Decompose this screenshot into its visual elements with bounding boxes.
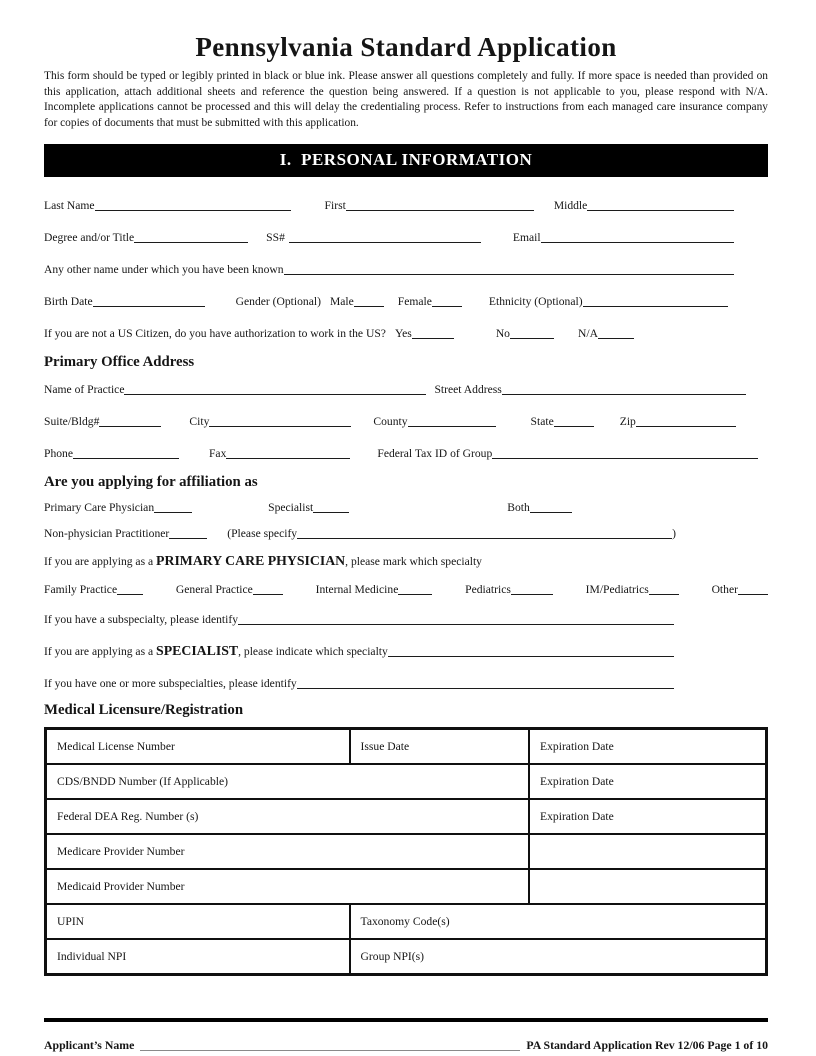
row-pcp-prompt bbox=[44, 553, 768, 569]
cds-expiration-label: Expiration Date bbox=[540, 775, 614, 788]
individual-npi-cell[interactable] bbox=[47, 940, 349, 973]
group-npi-cell[interactable] bbox=[349, 940, 765, 973]
im-pediatrics-label: IM/Pediatrics bbox=[585, 583, 649, 596]
street-address-line[interactable] bbox=[502, 393, 746, 395]
row-other-name bbox=[44, 263, 734, 276]
other-specialty-group bbox=[712, 583, 768, 596]
issue-date-label: Issue Date bbox=[360, 740, 410, 753]
medicaid-provider-label: Medicaid Provider Number bbox=[57, 880, 185, 893]
non-physician-line[interactable] bbox=[169, 537, 207, 539]
taxonomy-codes-cell[interactable] bbox=[349, 905, 765, 938]
row-non-physician bbox=[44, 527, 676, 540]
pcp-line[interactable] bbox=[154, 511, 192, 513]
specialist-prompt-suffix: , please indicate which specialty bbox=[238, 645, 388, 658]
zip-line[interactable] bbox=[636, 425, 736, 427]
suite-label: Suite/Bldg# bbox=[44, 415, 100, 428]
practice-name-label: Name of Practice bbox=[44, 383, 125, 396]
row-degree-ssn-email bbox=[44, 231, 734, 244]
subspecialties-prompt-label: If you have one or more subspecialties, please identify bbox=[44, 677, 297, 690]
federal-tax-id-line[interactable] bbox=[492, 457, 758, 459]
footer bbox=[44, 1038, 768, 1053]
city-line[interactable] bbox=[209, 425, 351, 427]
medical-license-number-cell[interactable] bbox=[47, 730, 349, 763]
internal-medicine-line[interactable] bbox=[398, 593, 432, 595]
row-subspecialties bbox=[44, 677, 674, 690]
specialist-label: Specialist bbox=[268, 501, 314, 514]
internal-medicine-label: Internal Medicine bbox=[315, 583, 399, 596]
licensure-table bbox=[44, 727, 768, 976]
row-citizenship bbox=[44, 327, 768, 340]
please-specify-line[interactable] bbox=[297, 537, 672, 539]
subspecialty-line[interactable] bbox=[238, 623, 674, 625]
pediatrics-line[interactable] bbox=[511, 593, 553, 595]
table-row bbox=[47, 833, 765, 868]
footer-revision-text: PA Standard Application Rev 12/06 Page 1 of 10 bbox=[526, 1038, 768, 1052]
dea-expiration-cell[interactable] bbox=[528, 800, 765, 833]
phone-label: Phone bbox=[44, 447, 73, 460]
zip-label: Zip bbox=[619, 415, 636, 428]
table-row bbox=[47, 868, 765, 903]
other-name-line[interactable] bbox=[284, 273, 734, 275]
individual-npi-label: Individual NPI bbox=[57, 950, 127, 963]
medicare-provider-label: Medicare Provider Number bbox=[57, 845, 185, 858]
subspecialty-prompt-label: If you have a subspecialty, please identify bbox=[44, 613, 239, 626]
family-practice-group bbox=[44, 583, 143, 596]
dea-number-cell[interactable] bbox=[47, 800, 528, 833]
specialist-prompt-prefix: If you are applying as a bbox=[44, 645, 154, 658]
last-name-line[interactable] bbox=[95, 209, 291, 211]
group-npi-label: Group NPI(s) bbox=[360, 950, 424, 963]
specialist-prompt-bold: SPECIALIST bbox=[156, 643, 239, 658]
page-title: Pennsylvania Standard Application bbox=[195, 32, 617, 62]
na-label: N/A bbox=[577, 327, 598, 340]
citizen-question-label: If you are not a US Citizen, do you have authorization to work in the US? bbox=[44, 327, 386, 340]
table-row bbox=[47, 730, 765, 763]
yes-line[interactable] bbox=[412, 337, 454, 339]
specialist-specialty-line[interactable] bbox=[388, 655, 674, 657]
male-line[interactable] bbox=[354, 305, 384, 307]
cds-bndd-number-label: CDS/BNDD Number (If Applicable) bbox=[57, 775, 228, 788]
medicaid-blank-cell[interactable] bbox=[528, 870, 765, 903]
applicant-name-line[interactable] bbox=[140, 1049, 520, 1051]
row-pcp-specialties bbox=[44, 583, 768, 596]
birth-date-line[interactable] bbox=[93, 305, 205, 307]
first-name-line[interactable] bbox=[346, 209, 534, 211]
other-specialty-line[interactable] bbox=[738, 593, 768, 595]
fax-line[interactable] bbox=[226, 457, 350, 459]
pediatrics-label: Pediatrics bbox=[465, 583, 511, 596]
row-suite-city-county bbox=[44, 415, 736, 428]
general-practice-label: General Practice bbox=[175, 583, 253, 596]
degree-line[interactable] bbox=[134, 241, 248, 243]
phone-line[interactable] bbox=[73, 457, 179, 459]
fax-label: Fax bbox=[208, 447, 227, 460]
licensure-heading: Medical Licensure/Registration bbox=[44, 702, 244, 718]
gender-label: Gender (Optional) bbox=[235, 295, 321, 308]
taxonomy-codes-label: Taxonomy Code(s) bbox=[360, 915, 450, 928]
office-address-heading: Primary Office Address bbox=[44, 354, 195, 370]
pcp-prompt-suffix: , please mark which specialty bbox=[345, 555, 482, 568]
ethnicity-label: Ethnicity (Optional) bbox=[488, 295, 583, 308]
table-row bbox=[47, 763, 765, 798]
dea-expiration-label: Expiration Date bbox=[540, 810, 614, 823]
row-phone-fax-tax bbox=[44, 447, 758, 460]
license-expiration-cell[interactable] bbox=[528, 730, 765, 763]
row-name bbox=[44, 199, 734, 212]
birth-date-label: Birth Date bbox=[44, 295, 93, 308]
state-line[interactable] bbox=[554, 425, 594, 427]
other-name-label: Any other name under which you have been known bbox=[44, 263, 284, 276]
ethnicity-line[interactable] bbox=[583, 305, 728, 307]
ssn-label: SS# bbox=[266, 231, 285, 244]
other-specialty-label: Other bbox=[711, 583, 738, 596]
county-label: County bbox=[373, 415, 408, 428]
first-name-label: First bbox=[324, 199, 346, 212]
medicare-blank-cell[interactable] bbox=[528, 835, 765, 868]
suite-line[interactable] bbox=[99, 425, 161, 427]
no-line[interactable] bbox=[510, 337, 554, 339]
specialist-line[interactable] bbox=[313, 511, 349, 513]
section-personal-information-header: I. PERSONAL INFORMATION bbox=[44, 144, 768, 177]
both-line[interactable] bbox=[530, 511, 572, 513]
county-line[interactable] bbox=[408, 425, 496, 427]
degree-label: Degree and/or Title bbox=[44, 231, 135, 244]
email-line[interactable] bbox=[541, 241, 734, 243]
non-physician-label: Non-physician Practitioner bbox=[44, 527, 170, 540]
pcp-label: Primary Care Physician bbox=[44, 501, 155, 514]
cds-bndd-number-cell[interactable] bbox=[47, 765, 528, 798]
table-row bbox=[47, 798, 765, 833]
subspecialties-line[interactable] bbox=[297, 687, 674, 689]
affiliation-heading: Are you applying for affiliation as bbox=[44, 474, 258, 490]
pcp-prompt-bold: PRIMARY CARE PHYSICIAN bbox=[156, 553, 346, 568]
pcp-prompt-prefix: If you are applying as a bbox=[44, 555, 154, 568]
medicare-provider-cell[interactable] bbox=[47, 835, 528, 868]
table-row bbox=[47, 938, 765, 973]
close-paren-label: ) bbox=[672, 527, 676, 540]
please-specify-label: (Please specify bbox=[227, 527, 298, 540]
row-affiliation-type bbox=[44, 501, 768, 514]
state-label: State bbox=[530, 415, 554, 428]
family-practice-label: Family Practice bbox=[44, 583, 118, 596]
middle-name-line[interactable] bbox=[587, 209, 734, 211]
specialist-prompt-text bbox=[44, 643, 388, 659]
upin-cell[interactable] bbox=[47, 905, 349, 938]
internal-medicine-group bbox=[316, 583, 433, 596]
footer-divider bbox=[44, 1018, 768, 1022]
upin-label: UPIN bbox=[57, 915, 85, 928]
family-practice-line[interactable] bbox=[117, 593, 143, 595]
row-specialist-prompt bbox=[44, 643, 674, 659]
cds-expiration-cell[interactable] bbox=[528, 765, 765, 798]
im-pediatrics-group bbox=[586, 583, 679, 596]
city-label: City bbox=[189, 415, 210, 428]
issue-date-cell[interactable] bbox=[349, 730, 529, 763]
female-label: Female bbox=[397, 295, 432, 308]
intro-paragraph: This form should be typed or legibly printed in black or blue ink. Please answer all questions completely and fully. If more space is needed than provided on this application, attach additional sheets and reference the question being answered. If a question is not applicable to you, please respond with N/A. Incomplete applications cannot be processed and this will delay the credentialing process. Refer to instructions from each managed care insurance company for copies of documents that must be submitted with this application. bbox=[44, 70, 768, 129]
na-line[interactable] bbox=[598, 337, 634, 339]
pcp-prompt-text bbox=[44, 553, 482, 569]
table-row bbox=[47, 903, 765, 938]
middle-name-label: Middle bbox=[553, 199, 588, 212]
row-birth-gender-ethnicity bbox=[44, 295, 728, 308]
last-name-label: Last Name bbox=[44, 199, 95, 212]
general-practice-group bbox=[176, 583, 283, 596]
male-label: Male bbox=[329, 295, 354, 308]
female-line[interactable] bbox=[432, 305, 462, 307]
row-subspecialty bbox=[44, 613, 674, 626]
federal-tax-id-label: Federal Tax ID of Group bbox=[377, 447, 493, 460]
both-label: Both bbox=[507, 501, 530, 514]
yes-label: Yes bbox=[394, 327, 412, 340]
ssn-line[interactable] bbox=[289, 241, 481, 243]
general-practice-line[interactable] bbox=[253, 593, 283, 595]
applicant-name-label: Applicant’s Name bbox=[44, 1038, 135, 1052]
street-address-label: Street Address bbox=[434, 383, 502, 396]
medicaid-provider-cell[interactable] bbox=[47, 870, 528, 903]
license-expiration-label: Expiration Date bbox=[540, 740, 614, 753]
im-pediatrics-line[interactable] bbox=[649, 593, 679, 595]
dea-number-label: Federal DEA Reg. Number (s) bbox=[57, 810, 199, 823]
no-label: No bbox=[495, 327, 510, 340]
email-label: Email bbox=[512, 231, 541, 244]
medical-license-number-label: Medical License Number bbox=[57, 740, 175, 753]
pediatrics-group bbox=[465, 583, 553, 596]
practice-name-line[interactable] bbox=[124, 393, 426, 395]
row-practice-street bbox=[44, 383, 746, 396]
